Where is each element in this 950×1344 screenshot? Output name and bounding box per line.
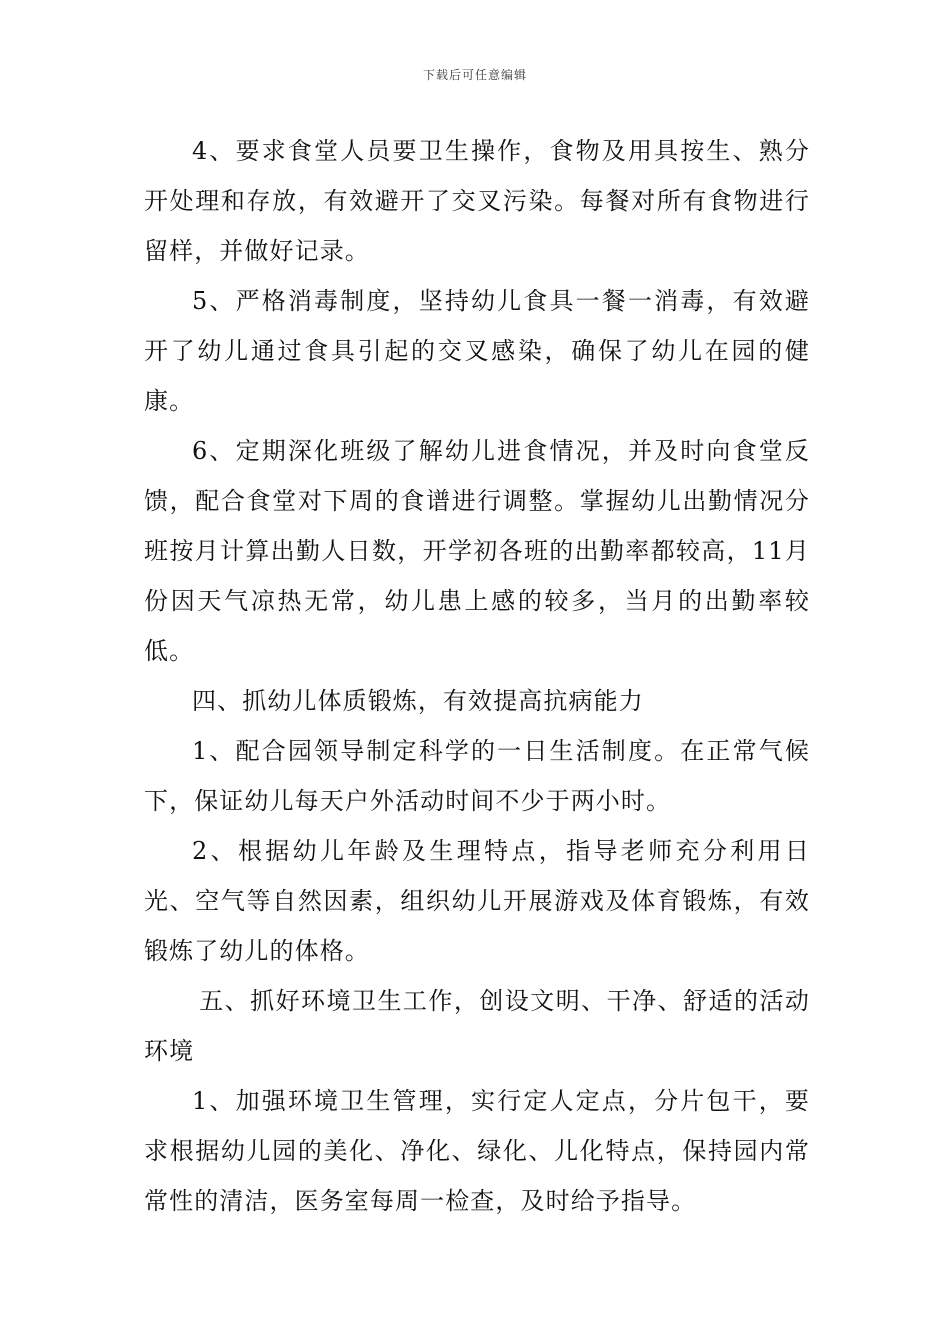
paragraph-item-4-hygiene: 4、要求食堂人员要卫生操作，食物及用具按生、熟分开处理和存放，有效避开了交叉污染。每餐对所有食物进行留样，并做好记录。 [144,137,810,265]
paragraph-item-1-environment: 1、加强环境卫生管理，实行定人定点，分片包干，要求根据幼儿园的美化、净化、绿化、儿化特点，保持园内常常性的清洁，医务室每周一检查，及时给予指导。 [144,1087,810,1215]
paragraph-item-6-attendance: 6、定期深化班级了解幼儿进食情况，并及时向食堂反馈，配合食堂对下周的食谱进行调整。掌握幼儿出勤情况分班按月计算出勤人日数，开学初各班的出勤率都较高，11月份因天气凉热无常，幼儿患上感的较多，当月的出勤率较低。 [144,437,810,665]
document-body [144,126,810,1226]
paragraph-item-5-disinfection: 5、严格消毒制度，坚持幼儿食具一餐一消毒，有效避开了幼儿通过食具引起的交叉感染，确保了幼儿在园的健康。 [144,287,810,415]
section-heading-4: 四、抓幼儿体质锻炼，有效提高抗病能力 [192,687,644,715]
page-header-note: 下载后可任意编辑 [422,68,527,82]
paragraph-item-2-exercise: 2、根据幼儿年龄及生理特点，指导老师充分利用日光、空气等自然因素，组织幼儿开展游戏及体育锻炼，有效锻炼了幼儿的体格。 [144,837,810,965]
section-heading-5: 五、抓好环境卫生工作，创设文明、干净、舒适的活动环境 [144,987,810,1065]
paragraph-item-1-schedule: 1、配合园领导制定科学的一日生活制度。在正常气候下，保证幼儿每天户外活动时间不少于两小时。 [144,737,810,815]
